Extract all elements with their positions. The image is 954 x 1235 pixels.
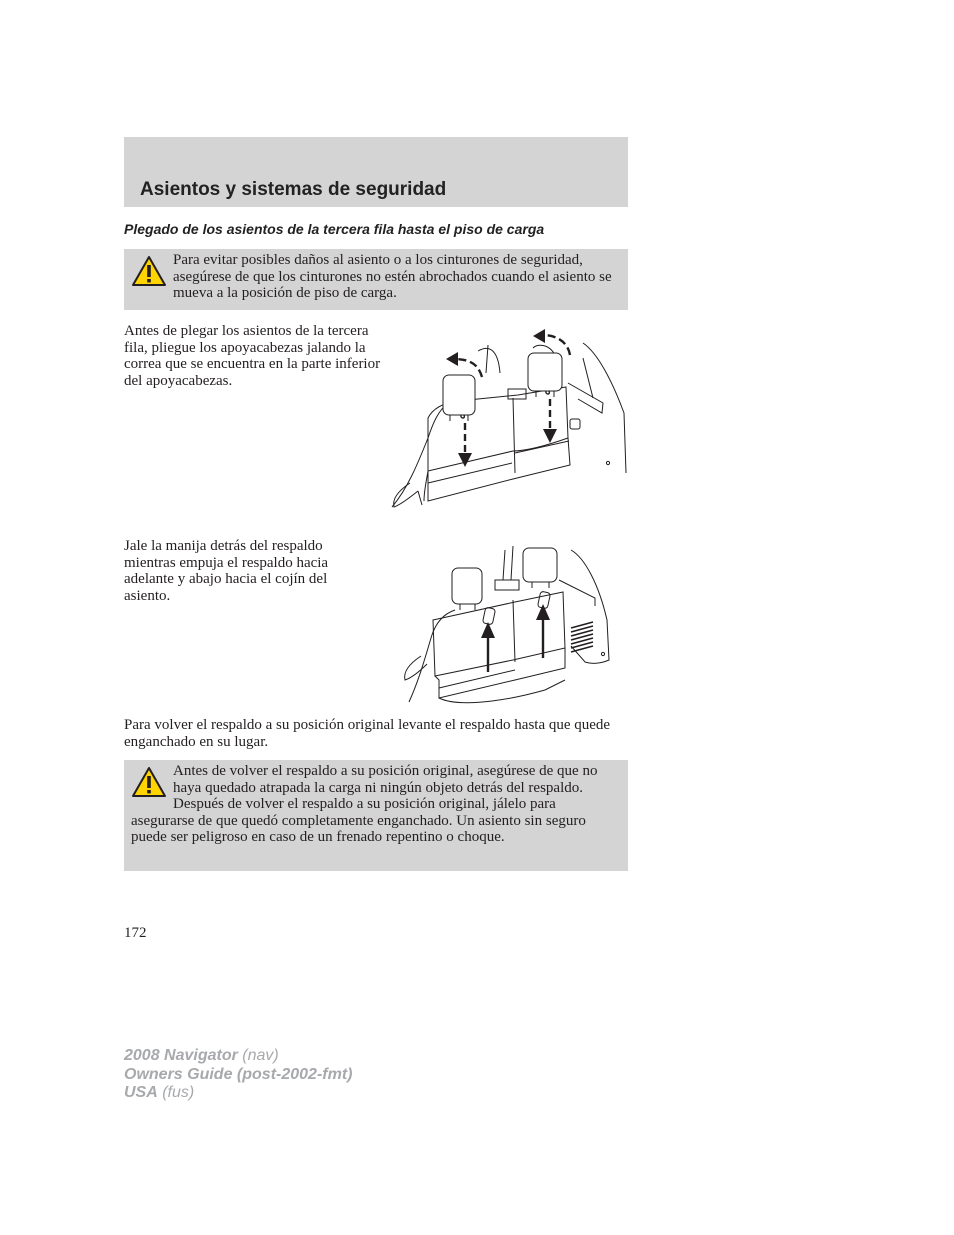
- subsection-title: Plegado de los asientos de la tercera fila hasta el piso de carga: [124, 221, 545, 237]
- footer-guide: Owners Guide (post-2002-fmt): [124, 1065, 353, 1083]
- section-title: Asientos y sistemas de seguridad: [140, 179, 447, 200]
- warning-text: Para evitar posibles daños al asiento o a los cinturones de seguridad, asegúrese de que los cinturones no estén abrochados cuando el asiento se mueva a la posición de piso de carga.: [173, 252, 612, 302]
- footer-market-code: (fus): [157, 1084, 195, 1101]
- footer-model: 2008 Navigator: [124, 1047, 238, 1064]
- headrest-fold-illustration: [388, 323, 630, 515]
- seatback-fold-illustration: [395, 540, 613, 708]
- instruction-text: Antes de plegar los asientos de la tercera fila, pliegue los apoyacabezas jalando la correa que se encuentra en la parte inferior del apoyacabezas.: [124, 323, 381, 389]
- warning-triangle-icon: [131, 255, 167, 287]
- footer-model-code: (nav): [237, 1047, 279, 1064]
- warning-text: Antes de volver el respaldo a su posición original, asegúrese de que no haya quedado atrapada la carga ni ningún objeto detrás del respaldo. Después de volver el respaldo a su posición original, jálelo para asegurarse de que quedó completamente enganchado. Un asiento sin seguro puede ser peligroso en caso de un frenado repentino o choque.: [131, 763, 598, 846]
- instruction-text: Para volver el respaldo a su posición original levante el respaldo hasta que quede enganchado en su lugar.: [124, 717, 611, 750]
- warning-box: [124, 760, 628, 871]
- footer-market: USA: [124, 1084, 158, 1101]
- instruction-text: Jale la manija detrás del respaldo mientras empuja el respaldo hacia adelante y abajo hacia el cojín del asiento.: [124, 538, 329, 604]
- section-header: [124, 137, 628, 207]
- warning-box: [124, 249, 628, 310]
- document-footer: [124, 1047, 352, 1103]
- page-number: 172: [124, 925, 147, 941]
- warning-triangle-icon: [131, 766, 167, 798]
